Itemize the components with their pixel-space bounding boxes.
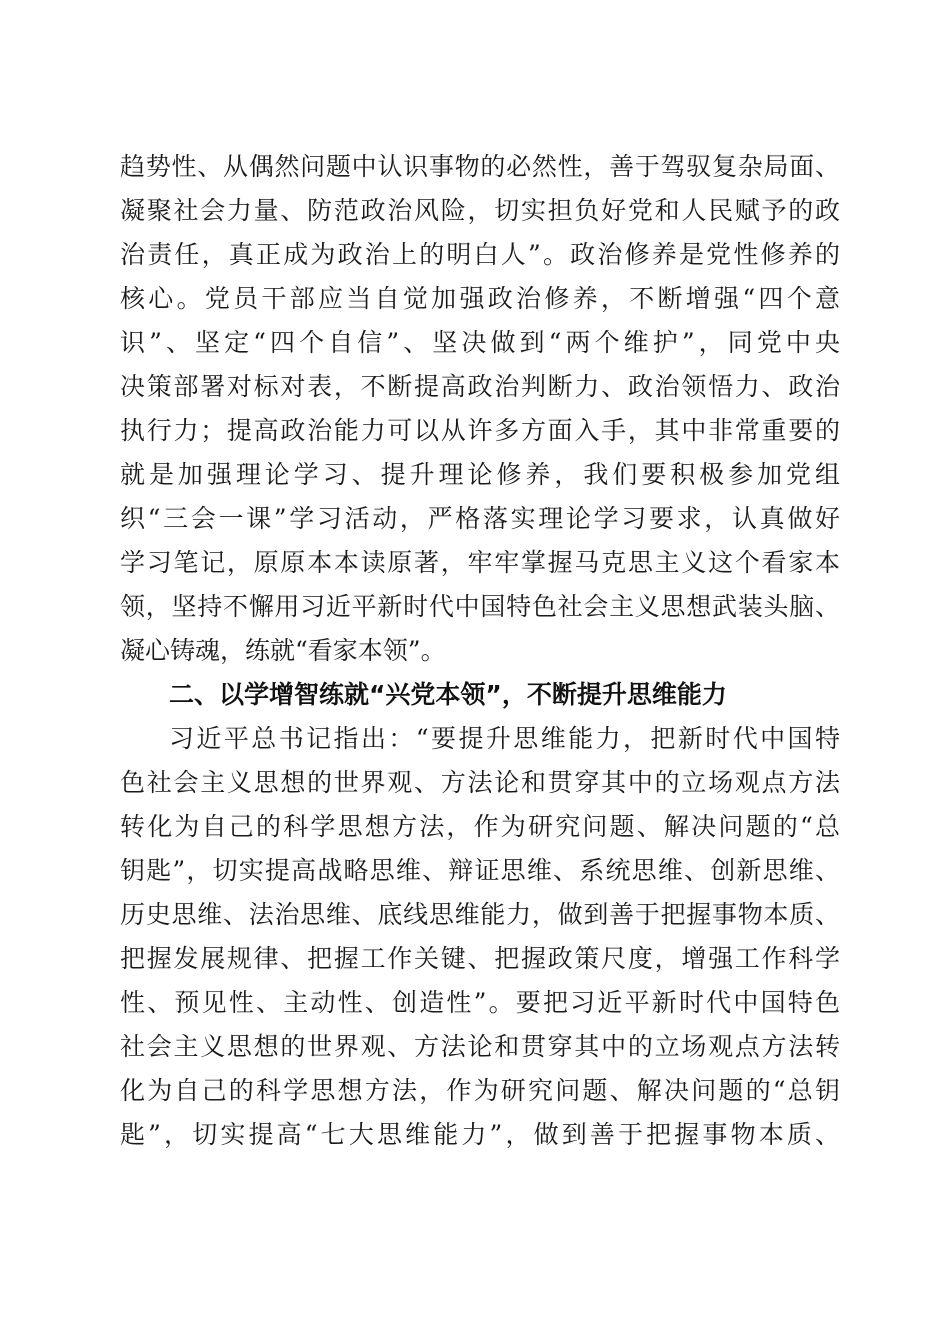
paragraph-line: 把握发展规律、把握工作关键、把握政策尺度，增强工作科学 [120, 944, 840, 973]
paragraph-line: 凝心铸魂，练就“看家本领”。 [120, 636, 446, 665]
paragraph-line: 社会主义思想的世界观、方法论和贯穿其中的立场观点方法转 [120, 1032, 840, 1061]
paragraph-line: 核心。党员干部应当自觉加强政治修养，不断增强“四个意 [120, 284, 840, 313]
section-heading: 二、以学增智练就“兴党本领”，不断提升思维能力 [169, 680, 727, 709]
paragraph-line: 凝聚社会力量、防范政治风险，切实担负好党和人民赋予的政 [120, 196, 840, 225]
paragraph-line: 性、预见性、主动性、创造性”。要把习近平新时代中国特色 [120, 988, 840, 1017]
paragraph-line: 织“三会一课”学习活动，严格落实理论学习要求，认真做好 [120, 504, 840, 533]
paragraph-line: 色社会主义思想的世界观、方法论和贯穿其中的立场观点方法 [120, 768, 840, 797]
paragraph-line: 就是加强理论学习、提升理论修养，我们要积极参加党组 [120, 460, 840, 489]
paragraph-line: 领，坚持不懈用习近平新时代中国特色社会主义思想武装头脑、 [120, 592, 840, 621]
paragraph-line: 习近平总书记指出：“要提升思维能力，把新时代中国特 [169, 724, 840, 753]
paragraph-line: 转化为自己的科学思想方法，作为研究问题、解决问题的“总 [120, 812, 840, 841]
paragraph-line: 学习笔记，原原本本读原著，牢牢掌握马克思主义这个看家本 [120, 548, 840, 577]
paragraph-line: 历史思维、法治思维、底线思维能力，做到善于把握事物本质、 [120, 900, 840, 929]
paragraph-line: 化为自己的科学思想方法，作为研究问题、解决问题的“总钥 [120, 1076, 840, 1105]
paragraph-line: 执行力；提高政治能力可以从许多方面入手，其中非常重要的 [120, 416, 840, 445]
paragraph-line: 决策部署对标对表，不断提高政治判断力、政治领悟力、政治 [120, 372, 840, 401]
paragraph-line: 趋势性、从偶然问题中认识事物的必然性，善于驾驭复杂局面、 [120, 152, 840, 181]
paragraph-line: 钥匙”，切实提高战略思维、辩证思维、系统思维、创新思维、 [120, 856, 840, 885]
paragraph-line: 匙”，切实提高“七大思维能力”，做到善于把握事物本质、 [120, 1120, 840, 1149]
paragraph-line: 治责任，真正成为政治上的明白人”。政治修养是党性修养的 [120, 240, 840, 269]
paragraph-line: 识”、坚定“四个自信”、坚决做到“两个维护”，同党中央 [120, 328, 840, 357]
